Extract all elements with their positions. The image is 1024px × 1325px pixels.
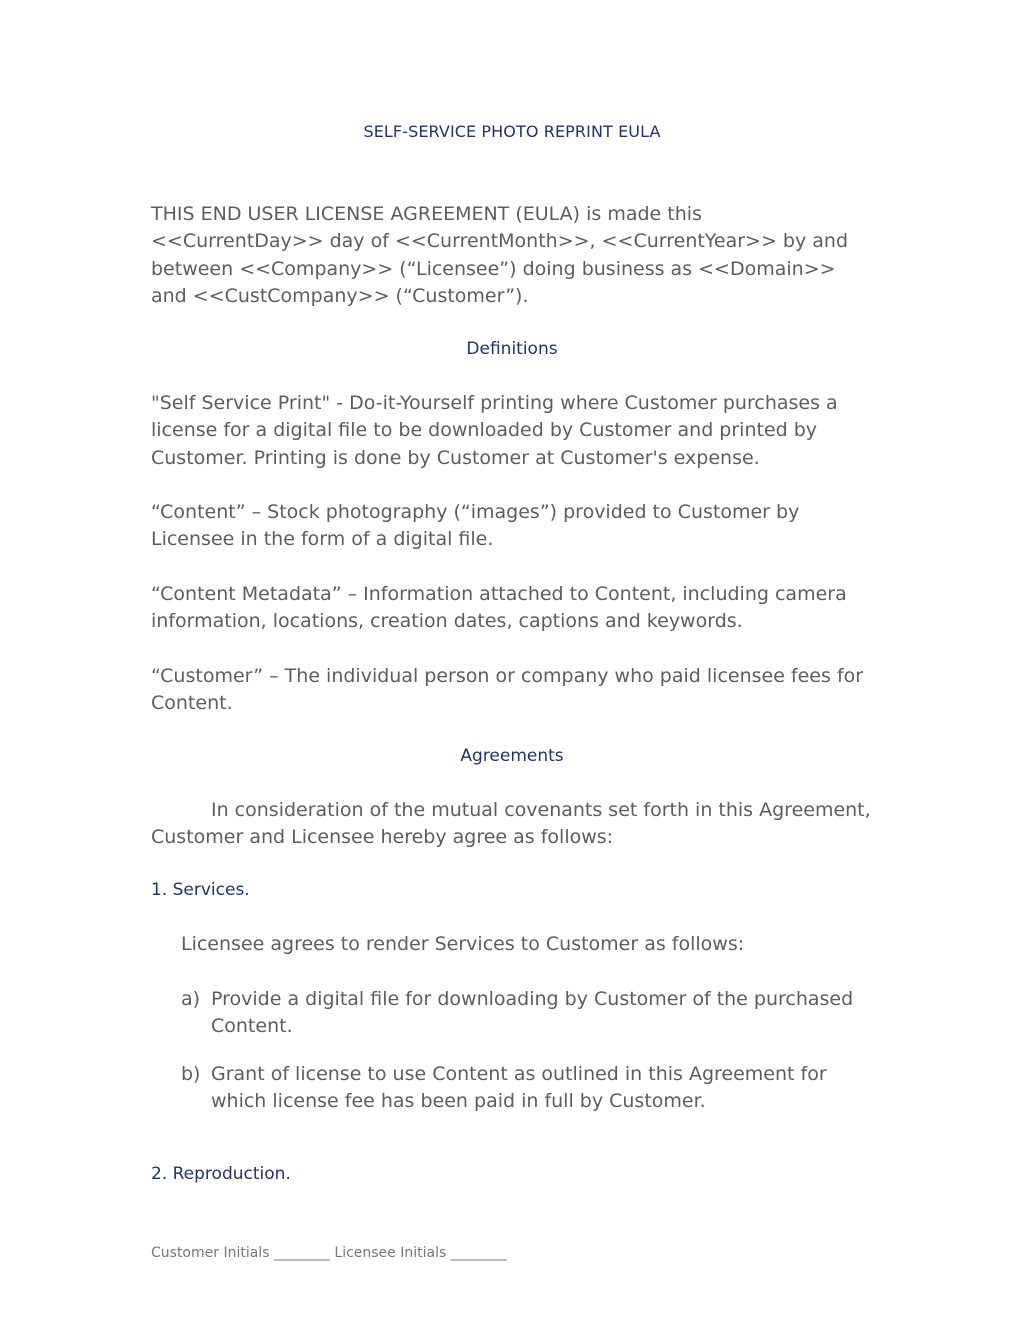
agreements-heading: Agreements xyxy=(460,746,564,766)
services-lead: Licensee agrees to render Services to Customer as follows: xyxy=(181,933,745,955)
definition-content: “Content” – Stock photography (“images”) provided to Customer by Licensee in the form of a digital file. xyxy=(151,501,800,551)
list-item-text: Provide a digital file for downloading by Customer of the purchased Content. xyxy=(211,988,854,1038)
list-marker: a) xyxy=(181,988,201,1010)
section-services-heading: 1. Services. xyxy=(151,880,250,900)
definitions-heading: Definitions xyxy=(466,339,558,359)
section-reproduction-heading: 2. Reproduction. xyxy=(151,1164,291,1184)
initials-footer: Customer Initials ________ Licensee Initials ________ xyxy=(151,1245,507,1261)
definition-content-metadata: “Content Metadata” – Information attached to Content, including camera information, locations, creation dates, captions and keywords. xyxy=(151,583,847,633)
document-title: SELF-SERVICE PHOTO REPRINT EULA xyxy=(363,122,661,141)
services-item-a xyxy=(181,986,881,1041)
services-item-b xyxy=(181,1061,881,1116)
list-marker: b) xyxy=(181,1063,201,1085)
definition-self-service-print: "Self Service Print" - Do-it-Yourself printing where Customer purchases a license for a digital file to be downloaded by Customer and printed by Customer. Printing is done by Customer at Customer's expense. xyxy=(151,392,838,469)
list-item-text: Grant of license to use Content as outlined in this Agreement for which license fee has been paid in full by Customer. xyxy=(211,1063,827,1113)
agreements-intro: In consideration of the mutual covenants set forth in this Agreement, Customer and Licensee hereby agree as follows: xyxy=(151,799,871,849)
intro-paragraph: THIS END USER LICENSE AGREEMENT (EULA) is made this <<CurrentDay>> day of <<CurrentMonth>>, <<CurrentYear>> by and between <<Company>> (“Licensee”) doing business as <<Domain>> and <<CustCompany>> (“Customer”). xyxy=(151,203,849,308)
definition-customer: “Customer” – The individual person or company who paid licensee fees for Content. xyxy=(151,665,864,715)
